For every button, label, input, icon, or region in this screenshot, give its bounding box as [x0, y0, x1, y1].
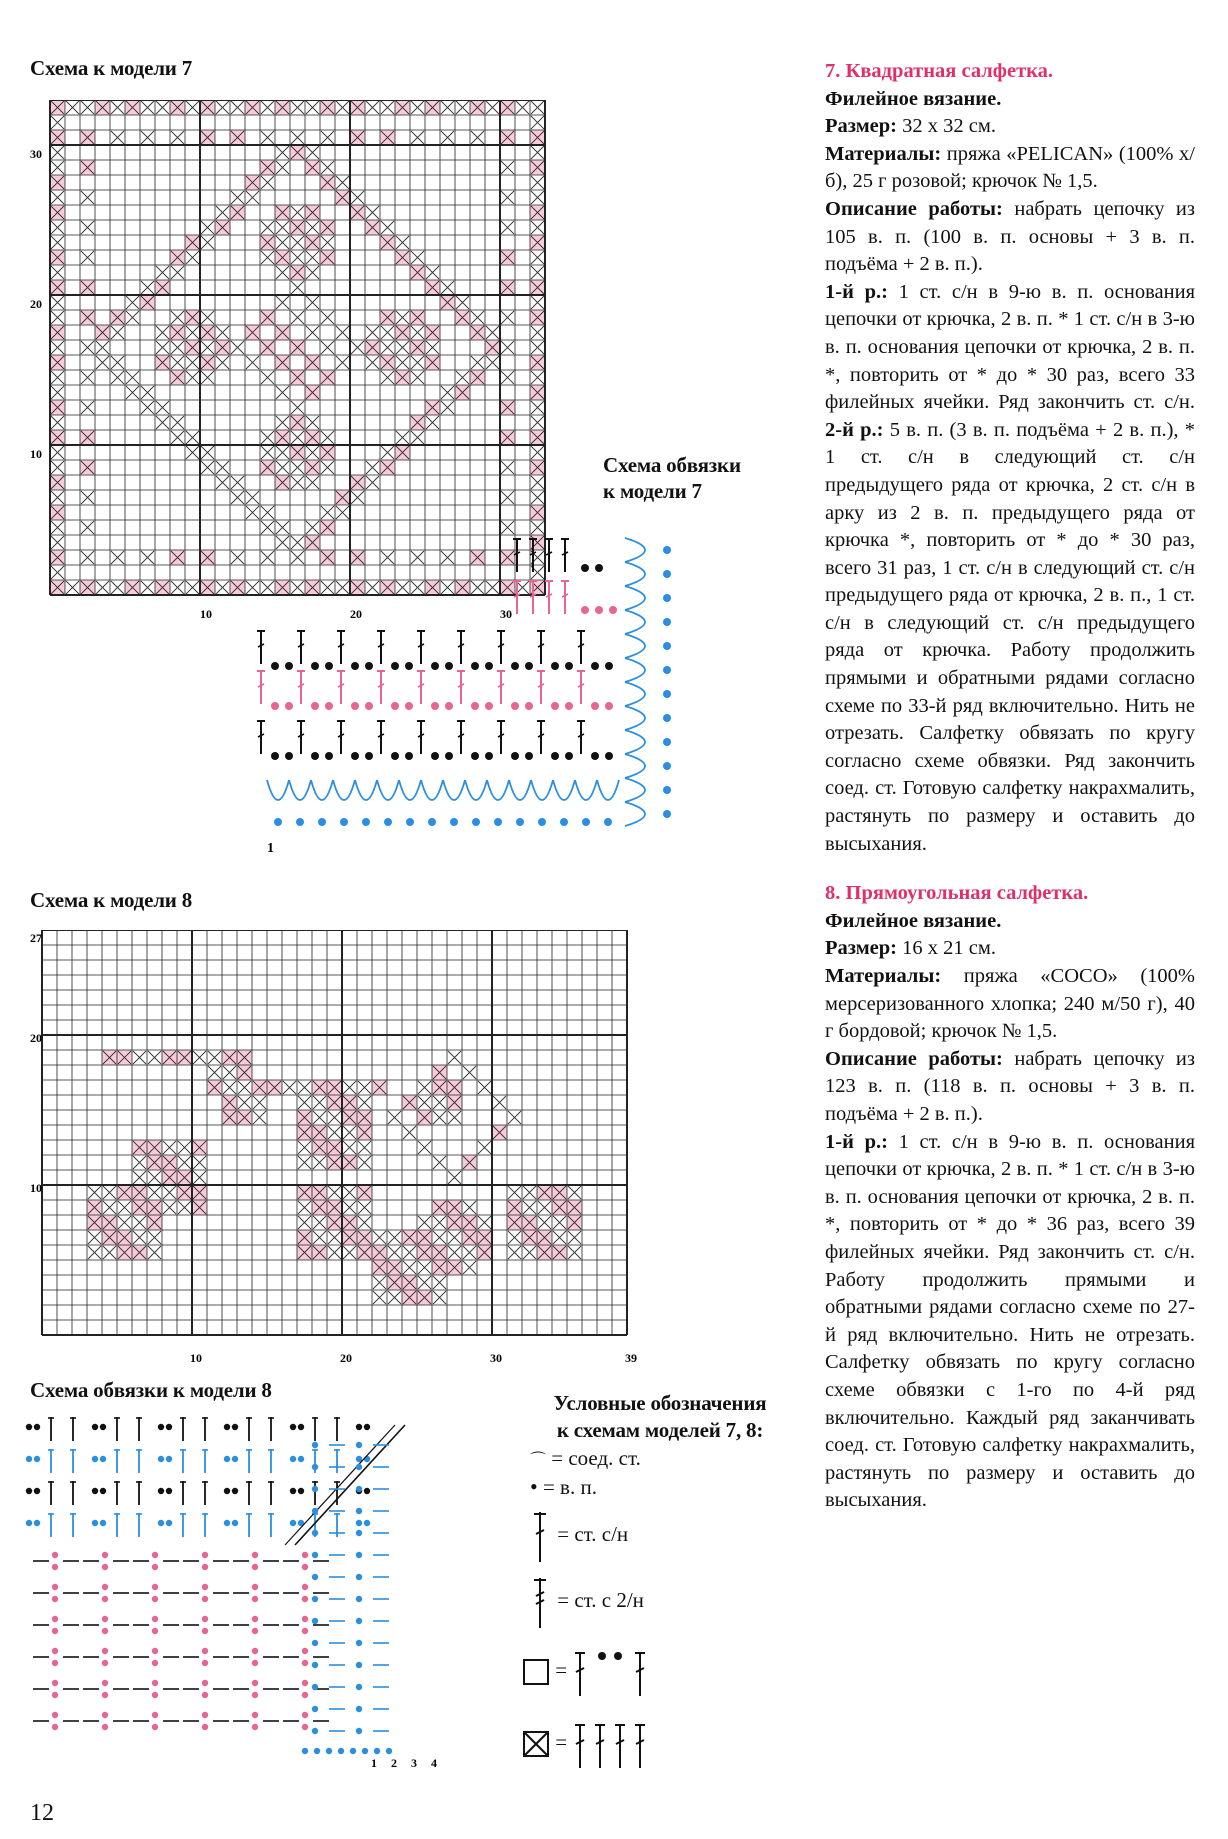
edging8-row-label-3: 3	[411, 1756, 417, 1770]
legend-title	[525, 1390, 795, 1444]
model7-ytick-30: 30	[30, 147, 42, 161]
edging7-stitch	[417, 670, 425, 704]
article-text-column	[825, 58, 1195, 1515]
article7-materials-value: пряжа «PELICAN» (100% х/б), 25 г розовой; крючок № 1,5.	[825, 142, 1195, 193]
edging8-stitch	[268, 1417, 274, 1441]
model8-ytick-10: 10	[30, 1181, 42, 1195]
model7-ytick-10: 10	[30, 447, 42, 461]
edging8-stitch	[202, 1417, 208, 1441]
edging7-stitch	[561, 538, 569, 572]
article7-row1-label: 1-й р.:	[825, 280, 888, 303]
edging7-stitch	[513, 580, 521, 614]
page-number: 12	[30, 1800, 54, 1826]
edging8-stitch	[246, 1481, 252, 1505]
edging8-stitch	[246, 1417, 252, 1441]
article7-size-label: Размер:	[825, 115, 898, 138]
article8-materials-label: Материалы:	[825, 965, 942, 987]
edging8-stitch	[312, 1481, 318, 1505]
edging7-stitch	[257, 630, 265, 664]
edging7-stitch	[545, 580, 553, 614]
edging7-stitch	[297, 720, 305, 754]
edging8-stitch	[312, 1417, 318, 1441]
legend-text-treble-crochet: = ст. с 2/н	[557, 1587, 644, 1612]
legend-text-chain: = в. п.	[542, 1475, 597, 1499]
article8-rows	[825, 1129, 1195, 1515]
model8-cells	[87, 1050, 582, 1305]
edging7-heading	[603, 452, 741, 504]
edging7-stitch	[497, 670, 505, 704]
edging7-stitch	[257, 720, 265, 754]
edging8-stitch	[180, 1513, 186, 1537]
edging7-stitch	[297, 630, 305, 664]
open-mesh-stitches-icon	[572, 1646, 652, 1698]
article8-size-value: 16 х 21 см.	[897, 937, 996, 960]
edging7-stitch	[513, 538, 521, 572]
edging8-stitch	[180, 1449, 186, 1473]
edging7-stitch	[529, 538, 537, 572]
edging8-stitch	[202, 1481, 208, 1505]
article8-title: 8. Прямоугольная салфетка.	[825, 882, 1089, 905]
edging7-stitch	[337, 720, 345, 754]
legend-text-double-crochet: = ст. с/н	[557, 1521, 629, 1546]
model8-xtick-10: 10	[190, 1351, 202, 1365]
edging7-stitch	[545, 538, 553, 572]
article8-materials-value: пряжа «COCO» (100% мерсеризованного хлопка; 240 м/50 г), 40 г бордовой; крючок № 1,5.	[825, 965, 1195, 1043]
edging7-stitch	[417, 720, 425, 754]
article8-size	[825, 935, 1195, 963]
article8-description-value: набрать цепочку из 123 в. п. (118 в. п. основы + 3 в. п. подъёма + 2 в. п.).	[825, 1047, 1196, 1125]
edging8-heading: Схема обвязки к модели 8	[30, 1378, 272, 1402]
edging8-stitch	[136, 1513, 142, 1537]
article7-row1-value: 1 ст. с/н в 9-ю в. п. основания цепочки от крючка, 2 в. п. * 1 ст. с/н в 3-ю в. п. основания цепочки от крючка, 2 в. п. *, повторить от * до * 30 раз, всего 33 филейных ячейки. Ряд закончить ст. с/н.	[825, 280, 1195, 414]
article7-size-value: 32 х 32 см.	[897, 115, 996, 138]
edging7-stitch	[417, 630, 425, 664]
edging7-stitch	[529, 580, 537, 614]
model8-xtick-20: 20	[340, 1351, 352, 1365]
edging7-row-label: 1	[267, 841, 274, 856]
legend-text-open-mesh: =	[555, 1657, 568, 1682]
edging7-heading-line1: Схема обвязки	[603, 453, 741, 477]
model8-chart	[28, 930, 668, 1370]
edging8-stitch	[246, 1513, 252, 1537]
edging7-stitch	[457, 630, 465, 664]
article7-row2-label: 2-й р.:	[825, 418, 884, 441]
edging7-stitch	[497, 630, 505, 664]
edging7-stitch	[561, 580, 569, 614]
edging8-stitch	[202, 1449, 208, 1473]
edging7-stitch	[457, 720, 465, 754]
edging7-stitch	[257, 670, 265, 704]
edging8-stitch	[48, 1449, 54, 1473]
article7-title: 7. Квадратная салфетка.	[825, 60, 1054, 82]
edging8-row-label-2: 2	[391, 1756, 397, 1770]
article8-description	[825, 1046, 1195, 1129]
edging8-stitch	[70, 1481, 76, 1505]
model7-xtick-30: 30	[500, 607, 512, 620]
edging8-stitch	[114, 1417, 120, 1441]
article7-description-label: Описание работы:	[825, 197, 1003, 220]
filled-mesh-icon	[522, 1730, 550, 1758]
edging7-stitch	[577, 630, 585, 664]
edging8-stitch	[334, 1417, 340, 1441]
edging8-stitch	[268, 1513, 274, 1537]
model8-xtick-30: 30	[490, 1351, 502, 1365]
edging8-stitch	[268, 1449, 274, 1473]
model7-ytick-20: 20	[30, 297, 42, 311]
article7-row2-value: 5 в. п. (3 в. п. подъёма + 2 в. п.), * 1 ст. с/н в следующий ст. с/н предыдущего ряда от крючка, 2 ст. с/н в арку из 2 в. п. предыдущего ряда от крючка *, повторить от * до * 30 раз, всего 31 раз, 1 ст. с/н в следующий ст. с/н предыдущего ряда от крючка, 2 в. п., 1 ст. с/н в следующий ст. с/н предыдущего ряда от крючка. Работу продолжить прямыми и обратными рядами согласно схеме по 33-й ряд включительно. Нить не отрезать. Салфетку обвязать по кругу согласно схеме обвязки. Ряд закончить соед. ст. Готовую салфетку накрахмалить, растянуть по размеру и оставить до высыхания.	[825, 418, 1195, 855]
model8-heading: Схема к модели 8	[30, 888, 193, 912]
edging8-stitch	[136, 1449, 142, 1473]
article7-size	[825, 113, 1195, 141]
edging7-chart	[255, 530, 795, 890]
legend-item-double-crochet	[528, 1508, 628, 1564]
edging8-stitch	[48, 1513, 54, 1537]
edging7-stitch	[457, 670, 465, 704]
edging7-heading-line2: к модели 7	[603, 479, 702, 503]
edging7-stitch	[537, 670, 545, 704]
model8-xtick-39: 39	[625, 1351, 637, 1365]
legend-item-slip-stitch	[530, 1446, 641, 1471]
edging8-stitch	[136, 1481, 142, 1505]
edging8-stitch	[202, 1513, 208, 1537]
edging8-stitch	[70, 1417, 76, 1441]
model7-xtick-10: 10	[200, 607, 212, 620]
legend-item-filled-mesh	[522, 1718, 652, 1770]
edging7-stitch	[377, 670, 385, 704]
edging8-stitch	[180, 1481, 186, 1505]
filled-mesh-stitches-icon	[572, 1718, 652, 1770]
model8-ytick-27: 27	[30, 931, 42, 945]
legend-item-open-mesh	[522, 1646, 652, 1698]
edging7-stitch	[577, 720, 585, 754]
edging7-stitch	[537, 720, 545, 754]
edging8-stitch	[180, 1417, 186, 1441]
model7-xtick-20: 20	[350, 607, 362, 620]
article7-technique: Филейное вязание.	[825, 87, 1002, 110]
slip-stitch-icon: ⌒	[530, 1452, 547, 1469]
edging7-stitch	[537, 630, 545, 664]
edging8-stitch	[70, 1513, 76, 1537]
edging7-stitch	[377, 720, 385, 754]
article7-description	[825, 196, 1195, 279]
legend-title-line2: к схемам моделей 7, 8:	[556, 1418, 764, 1442]
article7-rows	[825, 279, 1195, 858]
legend-item-chain	[530, 1474, 597, 1500]
edging7-stitch	[337, 630, 345, 664]
edging8-stitch	[70, 1449, 76, 1473]
chain-dot-icon: •	[530, 1474, 538, 1499]
edging7-stitch	[577, 670, 585, 704]
treble-crochet-icon	[528, 1574, 552, 1630]
article8-technique: Филейное вязание.	[825, 909, 1002, 932]
article8-size-label: Размер:	[825, 937, 898, 960]
edging8-stitch	[114, 1513, 120, 1537]
edging8-stitch	[334, 1449, 340, 1473]
article8-materials	[825, 963, 1195, 1046]
edging8-row-label-1: 1	[371, 1756, 377, 1770]
edging8-stitch	[268, 1481, 274, 1505]
edging7-stitch	[337, 670, 345, 704]
model8-ytick-20: 20	[30, 1031, 42, 1045]
model7-cells	[50, 100, 545, 595]
edging8-stitch	[136, 1417, 142, 1441]
edging7-stitch	[377, 630, 385, 664]
open-mesh-icon	[522, 1658, 550, 1686]
edging8-stitch	[246, 1449, 252, 1473]
legend-text-slip-stitch: = соед. ст.	[551, 1446, 641, 1470]
edging8-stitch	[114, 1449, 120, 1473]
legend-item-treble-crochet	[528, 1574, 644, 1630]
edging8-stitch	[48, 1417, 54, 1441]
article7-materials	[825, 141, 1195, 196]
article8-row1-label: 1-й р.:	[825, 1130, 888, 1153]
edging8-chart	[25, 1415, 485, 1775]
article7-description-value: набрать цепочку из 105 в. п. (100 в. п. основы + 3 в. п. подъёма + 2 в. п.).	[825, 197, 1196, 276]
edging7-stitch	[297, 670, 305, 704]
legend-text-filled-mesh: =	[555, 1729, 568, 1754]
edging7-stitch	[497, 720, 505, 754]
edging8-row-label-4: 4	[431, 1756, 437, 1770]
edging8-stitch	[48, 1481, 54, 1505]
edging8-stitch	[114, 1481, 120, 1505]
article7-materials-label: Материалы:	[825, 142, 942, 165]
double-crochet-icon	[528, 1508, 552, 1564]
model7-heading: Схема к модели 7	[30, 56, 193, 80]
article8-row1-value: 1 ст. с/н в 9-ю в. п. основания цепочки от крючка, 2 в. п. * 1 ст. с/н в 3-ю в. п. основания цепочки от крючка, 2 в. п. *, повторить от * до * 36 раз, всего 39 филейных ячейки. Ряд закончить ст. с/н. Работу продолжить прямыми и обратными рядами согласно схеме по 27-й ряд включительно. Нить не отрезать. Салфетку обвязать по кругу согласно схеме обвязки с 1-го по 4-й ряд включительно. Каждый ряд заканчивать соед. ст. Готовую салфетку накрахмалить, растянуть по размеру и оставить до высыхания.	[825, 1130, 1195, 1512]
legend-title-line1: Условные обозначения	[553, 1391, 767, 1415]
article8-description-label: Описание работы:	[825, 1047, 1003, 1070]
